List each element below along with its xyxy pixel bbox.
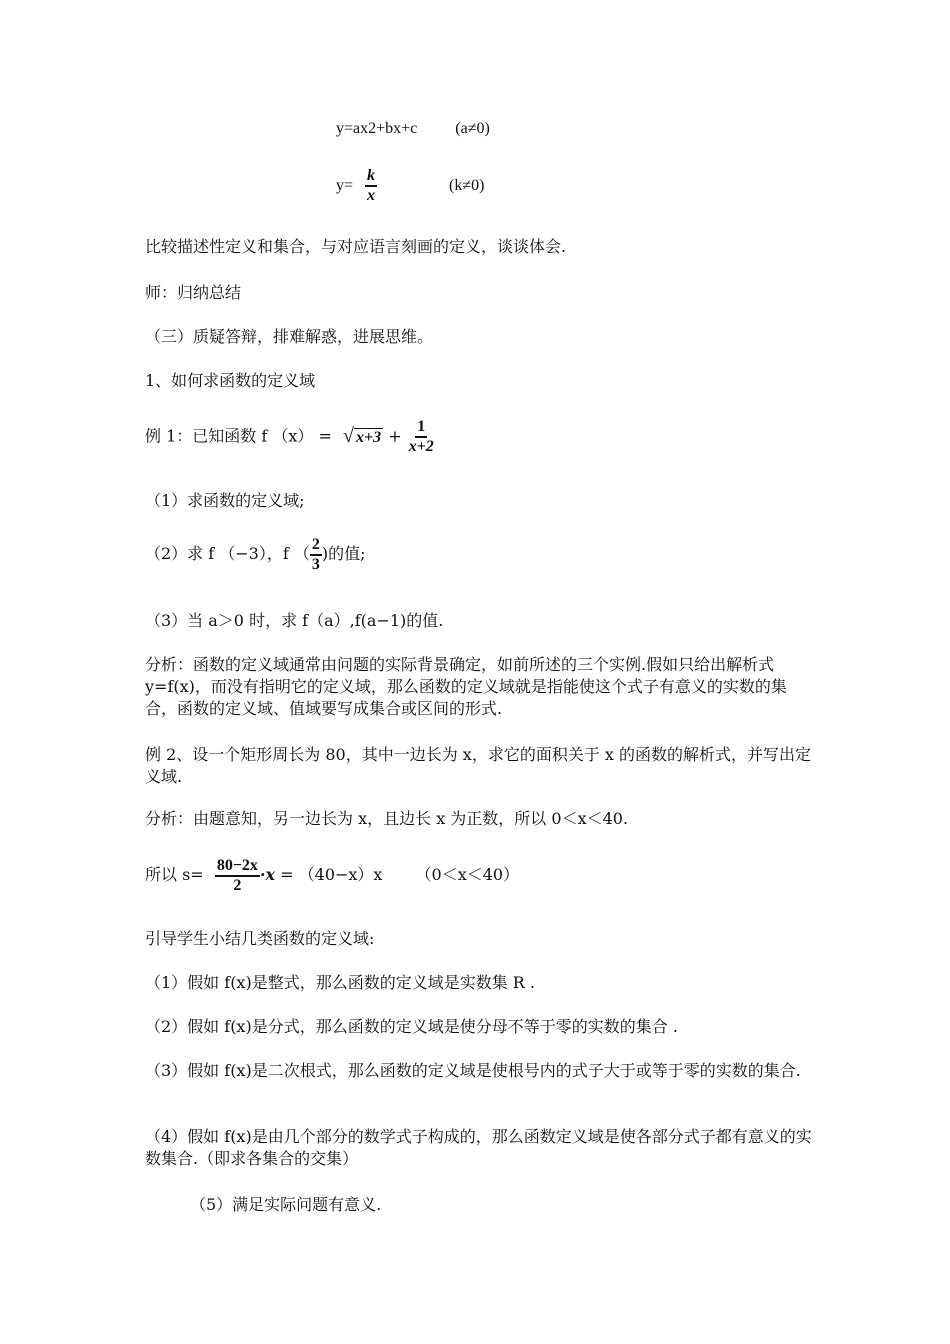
- sqrt-term: [343, 412, 383, 462]
- area-times-x: ·x: [259, 865, 276, 884]
- analysis-two: 分析：由题意知，另一边长为 x，且边长 x 为正数，所以 0＜x＜40.: [145, 809, 629, 828]
- two-thirds-fraction: [310, 536, 322, 574]
- area-numerator: 80−2x: [215, 857, 260, 877]
- compare-paragraph: 比较描述性定义和集合，与对应语言刻画的定义，谈谈体会.: [145, 237, 567, 256]
- example-one-part-one: （1）求函数的定义域;: [145, 491, 305, 510]
- example-one: [145, 412, 815, 462]
- rule-two: （2）假如 f(x)是分式，那么函数的定义域是使分母不等于零的实数的集合 .: [145, 1017, 678, 1036]
- quadratic-condition: (a≠0): [455, 120, 490, 137]
- plus-sign: +: [388, 426, 402, 446]
- rule-five: （5）满足实际问题有意义.: [190, 1195, 382, 1214]
- rule-four: （4）假如 f(x)是由几个部分的数学式子构成的，那么函数定义域是使各部分式子都有意义的实数集合.（即求各集合的交集）: [145, 1127, 812, 1168]
- area-fraction: [215, 857, 260, 895]
- inverse-formula: [336, 166, 950, 206]
- section-three-heading: （三）质疑答辩，排难解惑，进展思维。: [145, 327, 434, 346]
- inverse-denominator: x: [367, 187, 376, 205]
- area-condition: （0＜x＜40）: [415, 865, 520, 884]
- teacher-summary: 师：归纳总结: [145, 283, 242, 302]
- area-denominator: 2: [233, 876, 242, 894]
- example-one-fraction: [407, 418, 436, 456]
- guide-summary: 引导学生小结几类函数的定义域:: [145, 929, 375, 948]
- radical-sign: √: [342, 425, 354, 447]
- part-two-suffix: )的值;: [321, 544, 366, 563]
- inverse-numerator: k: [365, 167, 377, 187]
- rule-one: （1）假如 f(x)是整式，那么函数的定义域是实数集 R .: [145, 973, 536, 992]
- two-thirds-denominator: 3: [311, 555, 320, 573]
- quadratic-expression: y=ax2+bx+c: [336, 120, 418, 137]
- two-thirds-numerator: 2: [310, 536, 322, 556]
- example-one-part-three: （3）当 a＞0 时，求 f（a）,f(a−1)的值.: [145, 611, 444, 630]
- example-one-numerator: 1: [415, 418, 427, 438]
- inverse-prefix: y=: [336, 177, 354, 194]
- sqrt-radicand: x+3: [355, 429, 382, 446]
- question-one-heading: 1、如何求函数的定义域: [145, 371, 316, 390]
- area-prefix: 所以 s=: [145, 865, 204, 884]
- rule-three: （3）假如 f(x)是二次根式，那么函数的定义域是使根号内的式子大于或等于零的实数的集合.: [145, 1061, 801, 1080]
- example-one-denominator: x+2: [408, 438, 434, 455]
- inverse-condition: (k≠0): [449, 177, 485, 194]
- example-one-part-two: [145, 530, 815, 578]
- example-two: 例 2、设一个矩形周长为 80，其中一边长为 x，求它的面积关于 x 的函数的解析式，并写出定义域.: [145, 745, 812, 786]
- area-formula: [145, 850, 815, 900]
- inverse-fraction: [365, 167, 377, 205]
- example-one-prefix: 例 1：已知函数 f （x） =: [145, 426, 332, 446]
- part-two-prefix: （2）求 f （−3），f （: [145, 544, 310, 563]
- analysis-one: 分析：函数的定义域通常由问题的实际背景确定，如前所述的三个实例.假如只给出解析式 y=f(x)，而没有指明它的定义域，那么函数的定义域就是指能使这个式子有意义的实数的集合，函数的定义域、值域要写成集合或区间的形式.: [145, 655, 787, 718]
- area-expression: = （40−x）x: [280, 865, 383, 884]
- quadratic-formula: [336, 118, 950, 140]
